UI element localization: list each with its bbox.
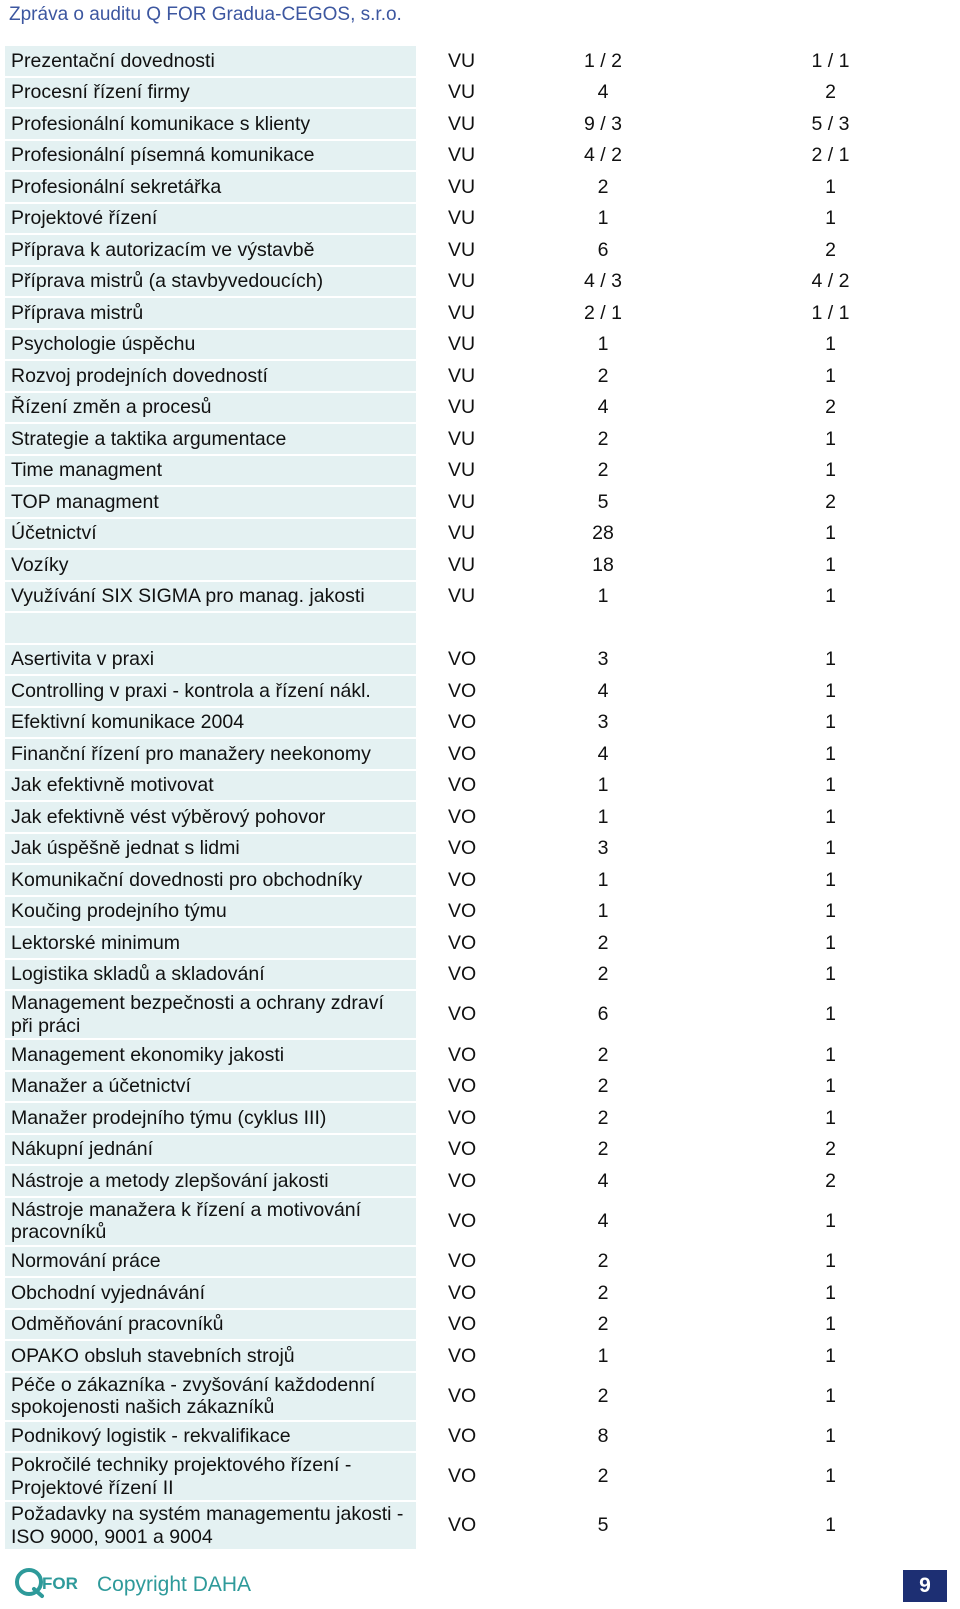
course-type-cell: VU [417, 234, 503, 266]
table-row [4, 360, 958, 392]
count-a-cell: 3 [503, 707, 703, 739]
course-name-cell: Prezentační dovednosti [4, 45, 417, 77]
course-name-cell: Komunikační dovednosti pro obchodníky [4, 864, 417, 896]
course-name-cell: Management bezpečnosti a ochrany zdraví při práci [4, 990, 417, 1039]
count-b-cell: 1 [703, 1501, 958, 1550]
count-b-cell: 1 [703, 1452, 958, 1501]
course-name-cell: Jak efektivně motivovat [4, 770, 417, 802]
course-type-cell: VO [417, 990, 503, 1039]
course-type-cell: VO [417, 833, 503, 865]
course-type-cell: VO [417, 864, 503, 896]
count-b-cell: 1 [703, 1246, 958, 1278]
table-row [4, 1039, 958, 1071]
count-b-cell: 1 [703, 959, 958, 991]
table-row [4, 423, 958, 455]
course-name-cell: Profesionální komunikace s klienty [4, 108, 417, 140]
count-b-cell: 1 [703, 1039, 958, 1071]
course-type-cell: VU [417, 329, 503, 361]
count-b-cell: 5 / 3 [703, 108, 958, 140]
count-a-cell: 6 [503, 234, 703, 266]
course-name-cell: Příprava mistrů (a stavbyvedoucích) [4, 266, 417, 298]
count-a-cell: 4 [503, 1165, 703, 1197]
table-row [4, 1246, 958, 1278]
table-row [4, 1165, 958, 1197]
table-row [4, 1452, 958, 1501]
count-b-cell: 2 [703, 486, 958, 518]
count-a-cell: 4 [503, 77, 703, 109]
course-name-cell: Projektové řízení [4, 203, 417, 235]
count-b-cell: 1 [703, 990, 958, 1039]
count-b-cell: 1 [703, 1340, 958, 1372]
count-a-cell: 1 / 2 [503, 45, 703, 77]
count-a-cell: 4 / 2 [503, 140, 703, 172]
course-type-cell: VO [417, 644, 503, 676]
count-b-cell: 1 [703, 549, 958, 581]
page-number-badge: 9 [903, 1570, 947, 1602]
count-b-cell: 1 [703, 644, 958, 676]
count-a-cell: 3 [503, 833, 703, 865]
count-a-cell: 6 [503, 990, 703, 1039]
course-name-cell: Požadavky na systém managementu jakosti - ISO 9000, 9001 a 9004 [4, 1501, 417, 1550]
course-type-cell: VO [417, 1372, 503, 1421]
count-b-cell: 2 [703, 1165, 958, 1197]
course-type-cell: VO [417, 1501, 503, 1550]
course-name-cell: Controlling v praxi - kontrola a řízení nákl. [4, 675, 417, 707]
course-type-cell: VO [417, 927, 503, 959]
count-a-cell: 5 [503, 1501, 703, 1550]
count-a-cell: 2 [503, 455, 703, 487]
count-a-cell: 4 [503, 675, 703, 707]
count-a-cell: 2 [503, 927, 703, 959]
count-a-cell: 1 [503, 581, 703, 613]
count-a-cell: 2 [503, 1071, 703, 1103]
count-b-cell: 1 [703, 1277, 958, 1309]
count-b-cell: 1 [703, 455, 958, 487]
count-b-cell [703, 612, 958, 644]
table-row [4, 581, 958, 613]
course-type-cell: VO [417, 1246, 503, 1278]
table-row [4, 549, 958, 581]
course-type-cell: VU [417, 45, 503, 77]
count-a-cell: 1 [503, 203, 703, 235]
count-b-cell: 1 [703, 1071, 958, 1103]
table-row [4, 927, 958, 959]
course-type-cell: VU [417, 77, 503, 109]
course-name-cell: Využívání SIX SIGMA pro manag. jakosti [4, 581, 417, 613]
count-a-cell: 2 [503, 1246, 703, 1278]
course-name-cell: Odměňování pracovníků [4, 1309, 417, 1341]
course-type-cell: VO [417, 1165, 503, 1197]
table-row [4, 234, 958, 266]
count-b-cell: 1 [703, 423, 958, 455]
count-a-cell: 8 [503, 1421, 703, 1453]
count-b-cell: 1 [703, 203, 958, 235]
count-a-cell: 2 [503, 959, 703, 991]
table-row [4, 1372, 958, 1421]
course-name-cell: Účetnictví [4, 518, 417, 550]
course-name-cell: Podnikový logistik - rekvalifikace [4, 1421, 417, 1453]
table-row [4, 1309, 958, 1341]
course-type-cell: VO [417, 1340, 503, 1372]
count-b-cell: 1 / 1 [703, 297, 958, 329]
count-b-cell: 1 [703, 581, 958, 613]
count-a-cell: 4 / 3 [503, 266, 703, 298]
table-row [4, 959, 958, 991]
count-b-cell: 1 [703, 518, 958, 550]
count-b-cell: 1 [703, 864, 958, 896]
count-a-cell: 28 [503, 518, 703, 550]
table-row [4, 1134, 958, 1166]
course-name-cell: Efektivní komunikace 2004 [4, 707, 417, 739]
course-name-cell [4, 612, 417, 644]
course-name-cell: Pokročilé techniky projektového řízení - Projektové řízení II [4, 1452, 417, 1501]
course-type-cell: VU [417, 455, 503, 487]
count-b-cell: 1 [703, 801, 958, 833]
course-type-cell: VO [417, 675, 503, 707]
course-name-cell: Nákupní jednání [4, 1134, 417, 1166]
course-type-cell: VU [417, 392, 503, 424]
table-row [4, 297, 958, 329]
count-a-cell: 4 [503, 738, 703, 770]
course-type-cell: VU [417, 140, 503, 172]
count-a-cell: 4 [503, 392, 703, 424]
count-b-cell: 1 [703, 675, 958, 707]
table-row [4, 990, 958, 1039]
table-row [4, 486, 958, 518]
table-row [4, 1340, 958, 1372]
course-name-cell: Jak efektivně vést výběrový pohovor [4, 801, 417, 833]
course-name-cell: Profesionální písemná komunikace [4, 140, 417, 172]
table-row-spacer [4, 612, 958, 644]
count-a-cell: 4 [503, 1197, 703, 1246]
course-name-cell: TOP managment [4, 486, 417, 518]
course-name-cell: Příprava k autorizacím ve výstavbě [4, 234, 417, 266]
count-b-cell: 1 [703, 329, 958, 361]
course-name-cell: Lektorské minimum [4, 927, 417, 959]
courses-table-body [4, 45, 958, 1550]
course-type-cell: VO [417, 896, 503, 928]
course-type-cell: VO [417, 1277, 503, 1309]
table-row [4, 770, 958, 802]
course-name-cell: Příprava mistrů [4, 297, 417, 329]
count-a-cell: 2 / 1 [503, 297, 703, 329]
count-b-cell: 1 [703, 360, 958, 392]
count-a-cell: 5 [503, 486, 703, 518]
table-row [4, 1071, 958, 1103]
count-b-cell: 2 [703, 1134, 958, 1166]
table-row [4, 1421, 958, 1453]
count-a-cell: 2 [503, 1102, 703, 1134]
count-a-cell: 1 [503, 770, 703, 802]
course-type-cell: VO [417, 1452, 503, 1501]
count-a-cell: 3 [503, 644, 703, 676]
course-type-cell: VU [417, 266, 503, 298]
count-a-cell: 2 [503, 1309, 703, 1341]
table-row [4, 707, 958, 739]
count-a-cell: 2 [503, 423, 703, 455]
table-row [4, 896, 958, 928]
course-type-cell: VU [417, 360, 503, 392]
count-b-cell: 4 / 2 [703, 266, 958, 298]
course-name-cell: Normování práce [4, 1246, 417, 1278]
courses-table [3, 44, 959, 1551]
count-b-cell: 1 [703, 171, 958, 203]
table-row [4, 203, 958, 235]
course-type-cell: VU [417, 581, 503, 613]
course-name-cell: Profesionální sekretářka [4, 171, 417, 203]
course-name-cell: Strategie a taktika argumentace [4, 423, 417, 455]
course-type-cell: VU [417, 108, 503, 140]
count-a-cell: 9 / 3 [503, 108, 703, 140]
course-type-cell: VU [417, 297, 503, 329]
count-a-cell: 1 [503, 801, 703, 833]
count-b-cell: 1 [703, 927, 958, 959]
table-row [4, 392, 958, 424]
course-type-cell [417, 612, 503, 644]
count-b-cell: 1 [703, 770, 958, 802]
count-b-cell: 1 [703, 707, 958, 739]
course-type-cell: VU [417, 423, 503, 455]
table-row [4, 738, 958, 770]
course-type-cell: VO [417, 1039, 503, 1071]
count-a-cell: 1 [503, 1340, 703, 1372]
course-type-cell: VO [417, 770, 503, 802]
count-b-cell: 1 [703, 1372, 958, 1421]
count-b-cell: 1 [703, 1309, 958, 1341]
course-type-cell: VO [417, 1102, 503, 1134]
table-row [4, 171, 958, 203]
table-row [4, 833, 958, 865]
course-name-cell: OPAKO obsluh stavebních strojů [4, 1340, 417, 1372]
course-name-cell: Obchodní vyjednávání [4, 1277, 417, 1309]
course-name-cell: Management ekonomiky jakosti [4, 1039, 417, 1071]
count-a-cell: 1 [503, 864, 703, 896]
svg-text:FOR: FOR [42, 1574, 78, 1593]
count-a-cell [503, 612, 703, 644]
course-type-cell: VO [417, 1421, 503, 1453]
table-row [4, 801, 958, 833]
course-type-cell: VU [417, 518, 503, 550]
count-b-cell: 2 [703, 234, 958, 266]
course-type-cell: VO [417, 1197, 503, 1246]
course-name-cell: Procesní řízení firmy [4, 77, 417, 109]
page-header-title: Zpráva o auditu Q FOR Gradua-CEGOS, s.r.o. [9, 4, 402, 25]
count-b-cell: 1 [703, 1102, 958, 1134]
table-row [4, 455, 958, 487]
course-name-cell: Rozvoj prodejních dovedností [4, 360, 417, 392]
count-b-cell: 1 / 1 [703, 45, 958, 77]
table-row [4, 1501, 958, 1550]
course-name-cell: Manažer prodejního týmu (cyklus III) [4, 1102, 417, 1134]
count-b-cell: 1 [703, 1197, 958, 1246]
course-type-cell: VO [417, 1309, 503, 1341]
table-row [4, 329, 958, 361]
course-name-cell: Manažer a účetnictví [4, 1071, 417, 1103]
count-a-cell: 2 [503, 171, 703, 203]
table-row [4, 77, 958, 109]
table-row [4, 675, 958, 707]
course-type-cell: VU [417, 486, 503, 518]
course-name-cell: Asertivita v praxi [4, 644, 417, 676]
table-row [4, 108, 958, 140]
footer-copyright: Copyright DAHA [97, 1573, 252, 1596]
course-name-cell: Koučing prodejního týmu [4, 896, 417, 928]
course-name-cell: Psychologie úspěchu [4, 329, 417, 361]
table-row [4, 1102, 958, 1134]
course-type-cell: VO [417, 959, 503, 991]
count-b-cell: 1 [703, 1421, 958, 1453]
count-b-cell: 2 [703, 392, 958, 424]
count-b-cell: 1 [703, 738, 958, 770]
table-row [4, 644, 958, 676]
table-row [4, 266, 958, 298]
count-b-cell: 1 [703, 833, 958, 865]
course-type-cell: VU [417, 549, 503, 581]
table-row [4, 518, 958, 550]
course-name-cell: Vozíky [4, 549, 417, 581]
count-a-cell: 2 [503, 1039, 703, 1071]
course-name-cell: Finanční řízení pro manažery neekonomy [4, 738, 417, 770]
course-name-cell: Řízení změn a procesů [4, 392, 417, 424]
count-a-cell: 1 [503, 896, 703, 928]
count-a-cell: 2 [503, 1134, 703, 1166]
count-a-cell: 1 [503, 329, 703, 361]
count-b-cell: 2 / 1 [703, 140, 958, 172]
course-type-cell: VO [417, 1071, 503, 1103]
count-a-cell: 2 [503, 1452, 703, 1501]
table-row [4, 1197, 958, 1246]
course-type-cell: VU [417, 203, 503, 235]
course-type-cell: VU [417, 171, 503, 203]
course-type-cell: VO [417, 801, 503, 833]
table-row [4, 45, 958, 77]
count-b-cell: 2 [703, 77, 958, 109]
table-row [4, 140, 958, 172]
course-type-cell: VO [417, 707, 503, 739]
count-a-cell: 2 [503, 360, 703, 392]
course-name-cell: Nástroje manažera k řízení a motivování pracovníků [4, 1197, 417, 1246]
course-type-cell: VO [417, 1134, 503, 1166]
course-name-cell: Nástroje a metody zlepšování jakosti [4, 1165, 417, 1197]
count-a-cell: 2 [503, 1372, 703, 1421]
table-row [4, 864, 958, 896]
table-row [4, 1277, 958, 1309]
count-b-cell: 1 [703, 896, 958, 928]
course-name-cell: Time managment [4, 455, 417, 487]
course-name-cell: Logistika skladů a skladování [4, 959, 417, 991]
count-a-cell: 18 [503, 549, 703, 581]
course-name-cell: Péče o zákazníka - zvyšování každodenní spokojenosti našich zákazníků [4, 1372, 417, 1421]
qfor-logo-icon [12, 1565, 92, 1599]
count-a-cell: 2 [503, 1277, 703, 1309]
course-type-cell: VO [417, 738, 503, 770]
course-name-cell: Jak úspěšně jednat s lidmi [4, 833, 417, 865]
